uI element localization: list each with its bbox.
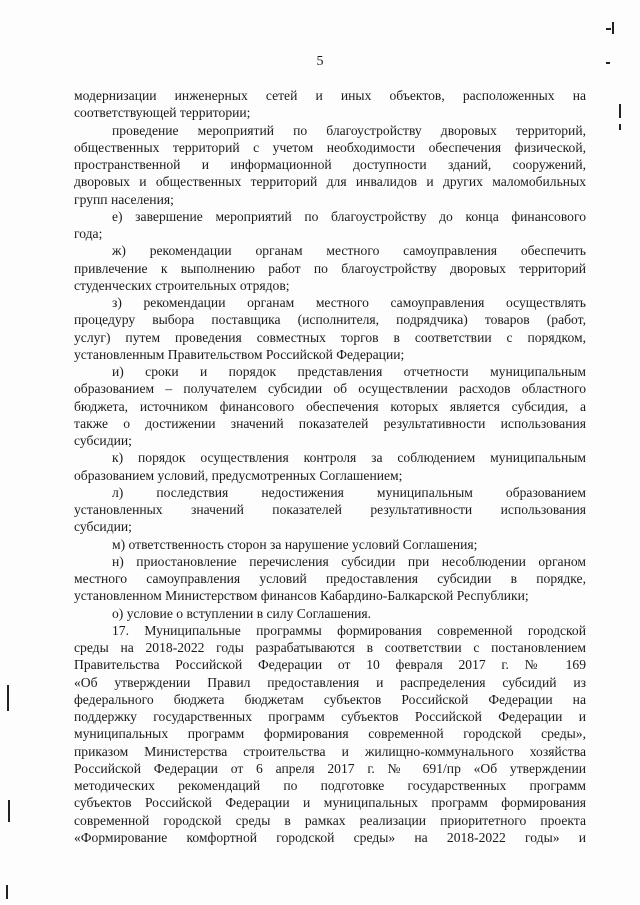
text-line: 17. Муниципальные программы формирования современной городской bbox=[112, 622, 586, 638]
text-line: образованием условий, предусмотренных Соглашением; bbox=[74, 467, 403, 483]
text-line: «Формирование комфортной городской среды» на 2018-2022 годы» и bbox=[74, 829, 586, 845]
text-line: местного самоуправления условий предоставления субсидии в порядке, bbox=[74, 571, 586, 586]
scan-mark bbox=[612, 22, 614, 34]
text-line: приказом Министерства строительства и жилищно-коммунального хозяйства bbox=[74, 743, 586, 759]
text-line: «Об утверждении Правил предоставления и распределения субсидий из bbox=[74, 674, 586, 690]
text-line: муниципальных программ формирования современной городской среды», bbox=[74, 726, 586, 742]
text-line: л) последствия недостижения муниципальным образованием bbox=[112, 484, 586, 500]
text-line: субсидии; bbox=[74, 519, 132, 535]
scan-mark bbox=[606, 28, 611, 30]
text-line: процедуру выбора поставщика (исполнителя, подрядчика) товаров (работ, bbox=[74, 312, 586, 328]
text-line: установленным Правительством Российской Федерации; bbox=[74, 346, 405, 362]
text-line: е) завершение мероприятий по благоустройству до конца финансового bbox=[112, 208, 586, 224]
text-line: Российской Федерации от 6 апреля 2017 г. № 691/пр «Об утверждении bbox=[74, 760, 586, 776]
text-line: современной городской среды в рамках реализации приоритетного проекта bbox=[74, 812, 586, 828]
text-line: также о достижении значений показателей результативности использования bbox=[74, 415, 586, 431]
text-line: дворовых и общественных территорий для инвалидов и других маломобильных bbox=[74, 174, 586, 190]
text-line: студенческих строительных отрядов; bbox=[74, 277, 290, 293]
text-line: привлечение к выполнению работ по благоустройству дворовых территорий bbox=[74, 260, 586, 276]
text-line: поддержку государственных программ субъектов Российской Федерации и bbox=[74, 709, 586, 724]
text-line: среды на 2018-2022 годы разрабатываются в соответствии с постановлением bbox=[74, 640, 586, 655]
scan-mark bbox=[619, 104, 621, 118]
text-line: к) порядок осуществления контроля за соблюдением муниципальным bbox=[112, 450, 586, 466]
text-line: субъектов Российской Федерации и муниципальных программ формирования bbox=[74, 795, 586, 811]
scan-mark bbox=[7, 685, 9, 711]
text-line: соответствующей территории; bbox=[74, 105, 251, 121]
text-line: года; bbox=[74, 226, 103, 241]
scan-mark bbox=[619, 124, 621, 130]
text-line: услуг) путем проведения совместных торгов в соответствии с порядком, bbox=[74, 329, 586, 345]
text-line: и) сроки и порядок представления отчетности муниципальным bbox=[112, 364, 586, 379]
text-line: н) приостановление перечисления субсидии при несоблюдении органом bbox=[112, 553, 586, 569]
text-line: общественных территорий с учетом необходимости обеспечения физической, bbox=[74, 139, 586, 155]
text-line: групп населения; bbox=[74, 191, 174, 207]
text-line: ж) рекомендации органам местного самоуправления обеспечить bbox=[112, 243, 586, 259]
text-line: Правительства Российской Федерации от 10 февраля 2017 г. № 169 bbox=[74, 657, 586, 673]
text-line: модернизации инженерных сетей и иных объектов, расположенных на bbox=[74, 88, 586, 103]
text-line: установленных значений показателей результативности использования bbox=[74, 502, 586, 517]
scan-mark bbox=[6, 885, 8, 899]
text-line: о) условие о вступлении в силу Соглашения. bbox=[112, 605, 372, 621]
text-line: пространственной и информационной доступности зданий, сооружений, bbox=[74, 157, 586, 172]
text-line: установленном Министерством финансов Кабардино-Балкарской Республики; bbox=[74, 588, 529, 604]
text-line: з) рекомендации органам местного самоуправления осуществлять bbox=[112, 295, 586, 310]
text-line: проведение мероприятий по благоустройству дворовых территорий, bbox=[112, 122, 586, 138]
text-line: федерального бюджета бюджетам субъектов Российской Федерации на bbox=[74, 691, 586, 707]
text-line: методических рекомендаций по подготовке государственных программ bbox=[74, 778, 586, 793]
text-line: бюджета, источником финансового обеспечения которых является субсидия, а bbox=[74, 398, 586, 414]
text-line: субсидии; bbox=[74, 433, 132, 448]
scan-mark bbox=[606, 62, 610, 64]
page-number: 5 bbox=[316, 54, 324, 69]
document-body bbox=[74, 87, 586, 846]
text-line: м) ответственность сторон за нарушение условий Соглашения; bbox=[112, 536, 478, 552]
scan-mark bbox=[8, 800, 10, 822]
text-line: образованием – получателем субсидии об осуществлении расходов областного bbox=[74, 381, 586, 397]
